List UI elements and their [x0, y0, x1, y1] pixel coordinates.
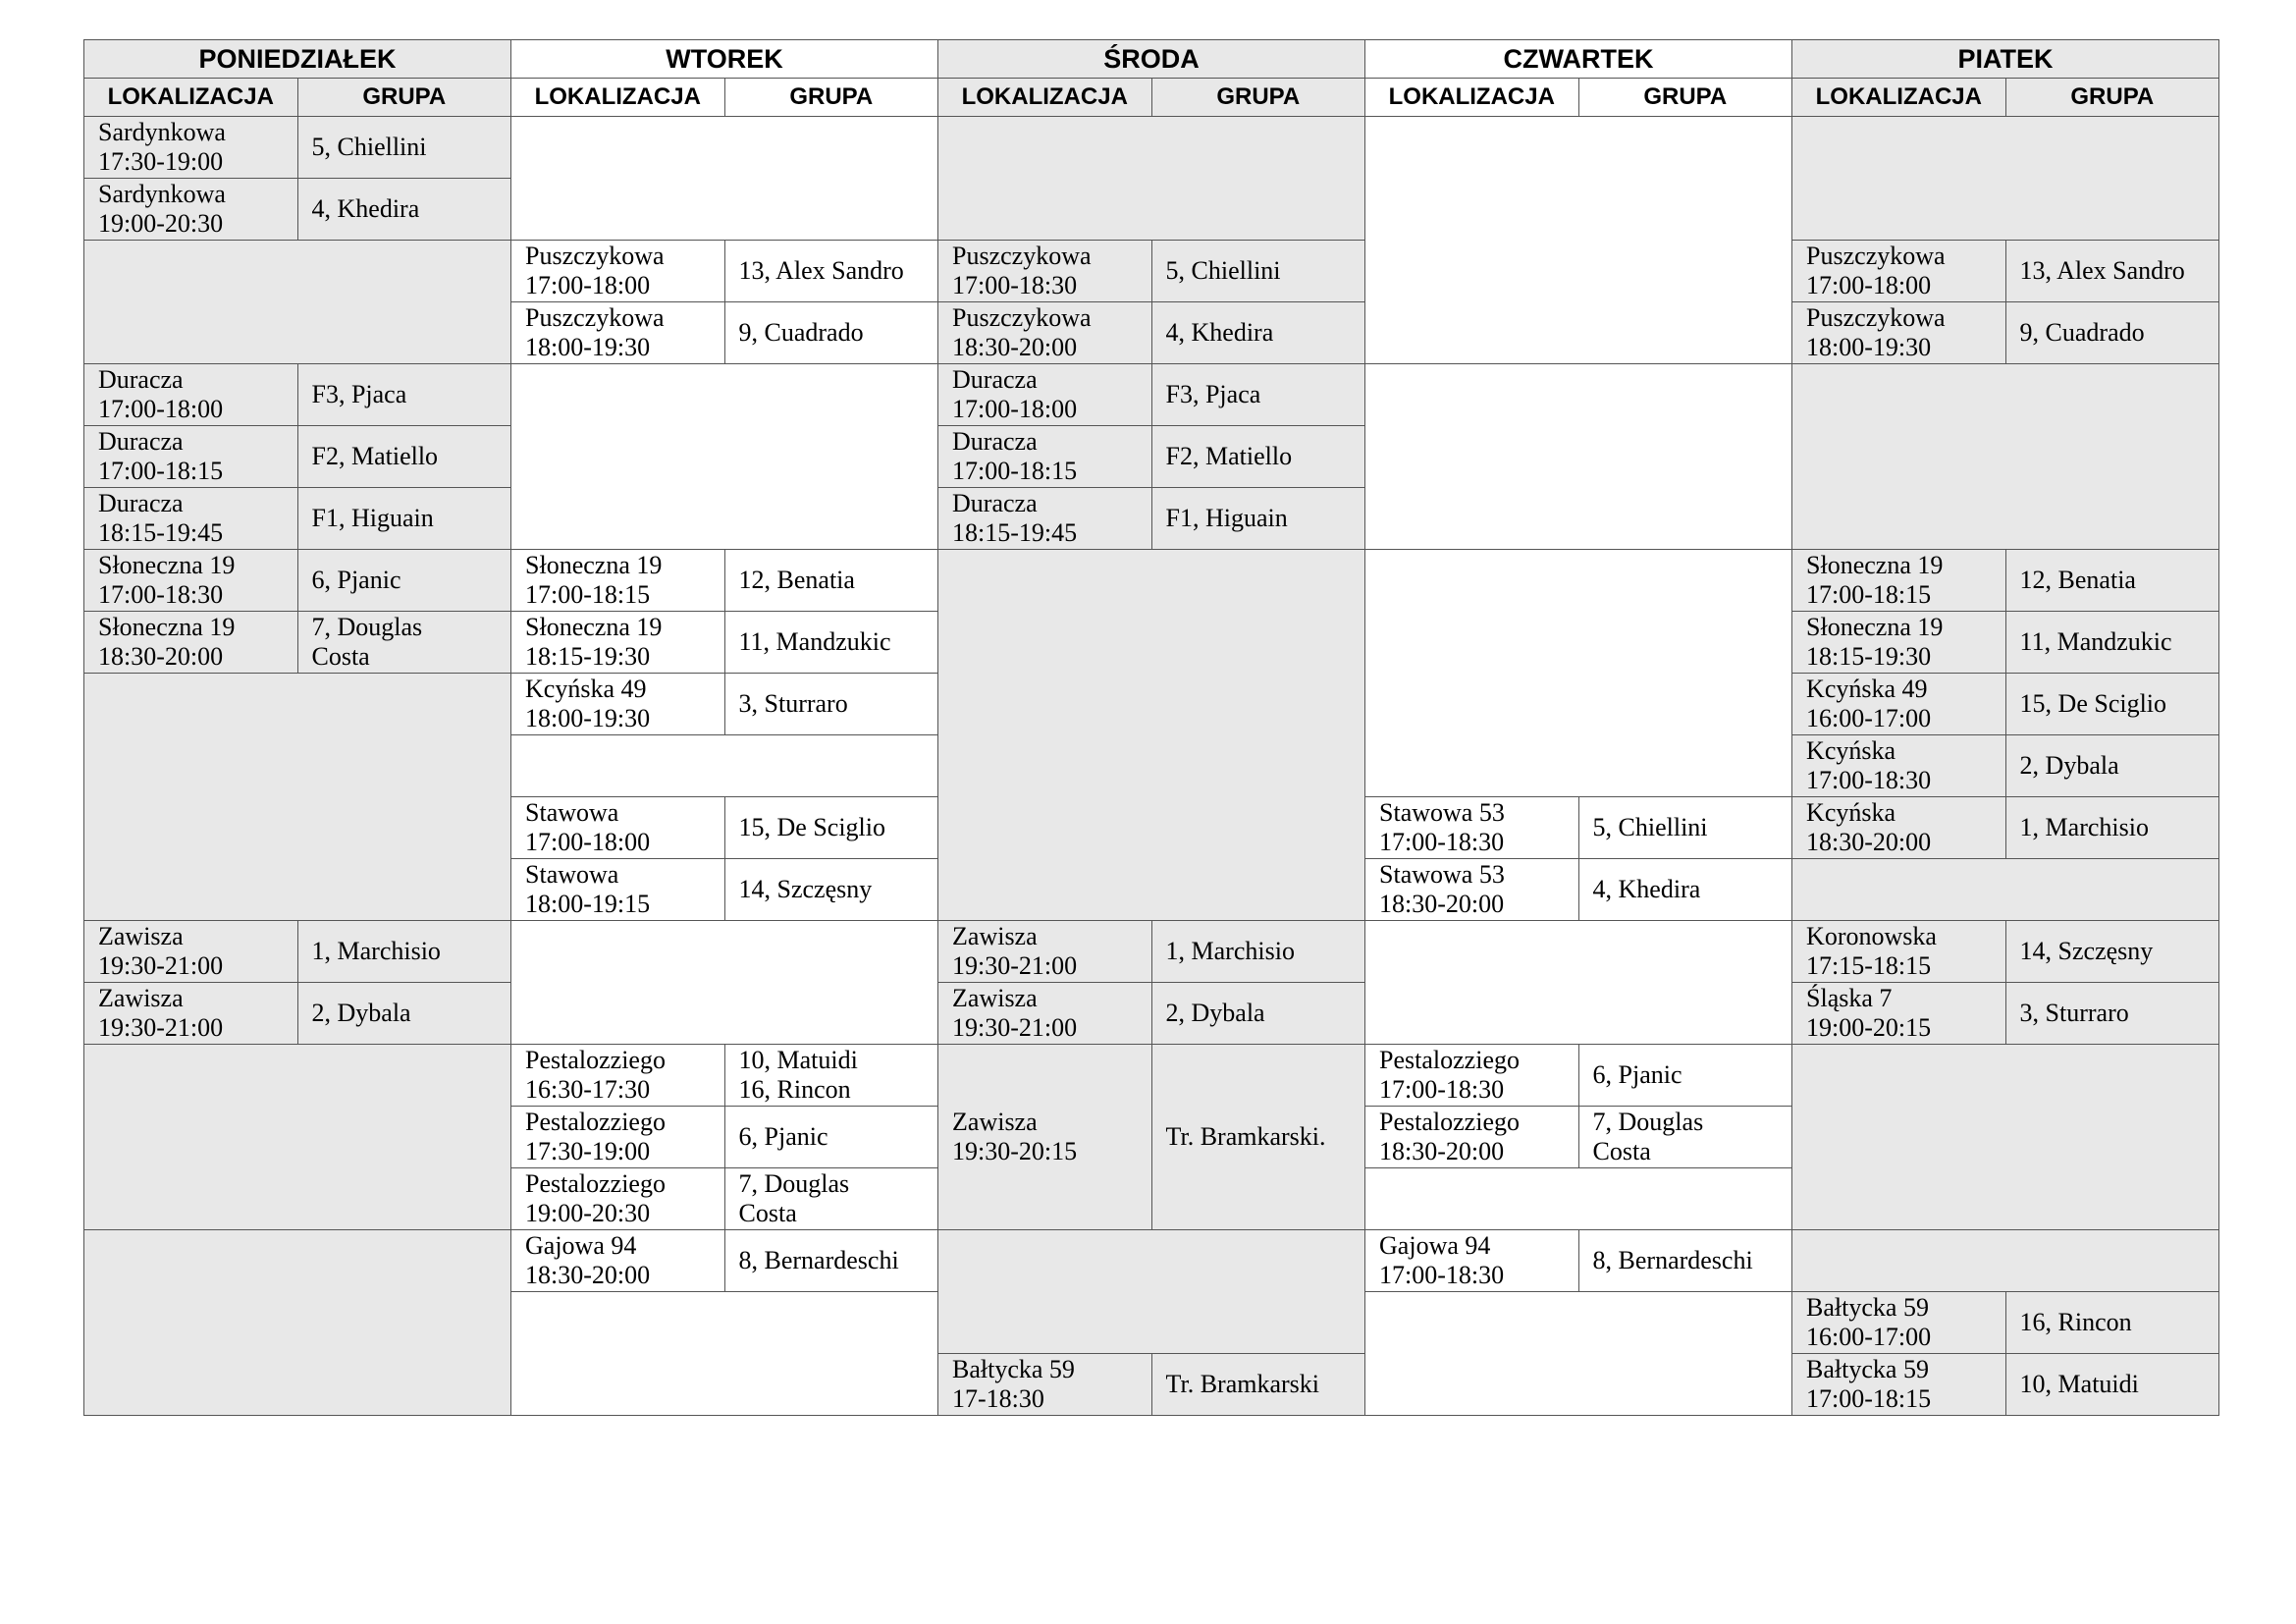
group-cell-friday	[2005, 797, 2219, 859]
group-cell-wednesday	[1151, 241, 1365, 302]
cell-text-line: Puszczykowa	[525, 303, 665, 332]
cell-text-line: 19:30-21:00	[952, 951, 1078, 980]
location-cell-wednesday	[938, 1354, 1152, 1416]
cell-text-line: 17:00-18:30	[1379, 1261, 1505, 1289]
group-cell-friday	[2005, 241, 2219, 302]
schedule-table	[83, 39, 2219, 1416]
empty-slot-monday	[84, 1230, 511, 1416]
schedule-row	[84, 1230, 2219, 1292]
location-cell-wednesday	[938, 426, 1152, 488]
location-cell-monday	[84, 488, 298, 550]
schedule-row	[84, 117, 2219, 179]
cell-text-line: 10, Matuidi	[738, 1046, 858, 1074]
cell-text-line: 2, Dybala	[2019, 751, 2119, 780]
cell-text-line: Puszczykowa	[525, 242, 665, 270]
column-header-group-friday: GRUPA	[2005, 79, 2219, 117]
cell-text-line: Duracza	[952, 489, 1038, 517]
group-cell-wednesday	[1151, 1354, 1365, 1416]
column-header-group-wednesday: GRUPA	[1151, 79, 1365, 117]
cell-text-line: Pestalozziego	[1379, 1108, 1520, 1136]
empty-slot-thursday	[1365, 1168, 1792, 1230]
group-cell-tuesday	[724, 859, 938, 921]
location-cell-monday	[84, 983, 298, 1045]
location-cell-friday	[1792, 735, 2006, 797]
cell-text-line: 17:00-18:15	[1806, 580, 1932, 609]
day-header-thursday: CZWARTEK	[1365, 40, 1792, 79]
cell-text-line: Stawowa 53	[1379, 798, 1505, 827]
location-cell-tuesday	[511, 550, 725, 612]
cell-text-line: Duracza	[952, 427, 1038, 456]
cell-text-line: 19:00-20:30	[98, 209, 224, 238]
location-cell-monday	[84, 179, 298, 241]
cell-text-line: 17:00-18:30	[1379, 1075, 1505, 1104]
cell-text-line: 17:00-18:30	[98, 580, 224, 609]
cell-text-line: Bałtycka 59	[1806, 1293, 1929, 1322]
empty-slot-wednesday	[938, 1230, 1365, 1354]
group-cell-thursday	[1578, 797, 1792, 859]
empty-slot-tuesday	[511, 1292, 938, 1416]
group-cell-thursday	[1578, 1045, 1792, 1107]
cell-text-line: 17:00-18:15	[525, 580, 651, 609]
empty-slot-friday	[1792, 117, 2219, 241]
cell-text-line: 6, Pjanic	[311, 566, 401, 594]
group-cell-monday	[297, 488, 511, 550]
cell-text-line: 6, Pjanic	[1592, 1060, 1682, 1089]
day-header-monday: PONIEDZIAŁEK	[84, 40, 511, 79]
group-cell-monday	[297, 117, 511, 179]
location-cell-wednesday	[938, 241, 1152, 302]
group-cell-friday	[2005, 921, 2219, 983]
cell-text-line: Duracza	[98, 489, 184, 517]
group-cell-tuesday	[724, 797, 938, 859]
empty-slot-friday	[1792, 1230, 2219, 1292]
cell-text-line: 17:15-18:15	[1806, 951, 1932, 980]
cell-text-line: 4, Khedira	[1592, 875, 1701, 903]
cell-text-line: 14, Szczęsny	[2019, 937, 2154, 965]
location-cell-monday	[84, 921, 298, 983]
group-cell-wednesday	[1151, 921, 1365, 983]
cell-text-line: 16, Rincon	[738, 1075, 851, 1104]
location-cell-tuesday	[511, 1045, 725, 1107]
cell-text-line: Costa	[738, 1199, 797, 1227]
cell-text-line: 8, Bernardeschi	[738, 1246, 899, 1274]
empty-slot-monday	[84, 674, 511, 921]
schedule-body	[84, 40, 2219, 1416]
cell-text-line: 18:00-19:30	[525, 333, 651, 361]
cell-text-line: 2, Dybala	[1165, 999, 1265, 1027]
cell-text-line: F1, Higuain	[1165, 504, 1288, 532]
cell-text-line: Stawowa 53	[1379, 860, 1505, 889]
location-cell-thursday	[1365, 1045, 1579, 1107]
cell-text-line: Puszczykowa	[952, 242, 1092, 270]
column-header-location-wednesday: LOKALIZACJA	[938, 79, 1152, 117]
group-cell-friday	[2005, 735, 2219, 797]
cell-text-line: 17:30-19:00	[525, 1137, 651, 1165]
column-header-group-tuesday: GRUPA	[724, 79, 938, 117]
group-cell-wednesday	[1151, 488, 1365, 550]
group-cell-monday	[297, 612, 511, 674]
group-cell-monday	[297, 426, 511, 488]
empty-slot-monday	[84, 1045, 511, 1230]
cell-text-line: 11, Mandzukic	[738, 627, 891, 656]
group-cell-thursday	[1578, 1230, 1792, 1292]
group-cell-wednesday	[1151, 983, 1365, 1045]
cell-text-line: F2, Matiello	[1165, 442, 1293, 470]
cell-text-line: 1, Marchisio	[1165, 937, 1295, 965]
cell-text-line: 18:15-19:45	[952, 518, 1078, 547]
empty-slot-wednesday	[938, 550, 1365, 921]
cell-text-line: Kcyńska	[1806, 798, 1896, 827]
cell-text-line: 6, Pjanic	[738, 1122, 828, 1151]
location-cell-monday	[84, 117, 298, 179]
cell-text-line: Pestalozziego	[525, 1046, 666, 1074]
cell-text-line: Kcyńska	[1806, 736, 1896, 765]
location-cell-wednesday	[938, 1045, 1152, 1230]
day-header-tuesday: WTOREK	[511, 40, 938, 79]
cell-text-line: Kcyńska 49	[525, 675, 647, 703]
location-cell-thursday	[1365, 1107, 1579, 1168]
location-cell-thursday	[1365, 1230, 1579, 1292]
location-cell-wednesday	[938, 488, 1152, 550]
cell-text-line: 18:00-19:30	[1806, 333, 1932, 361]
cell-text-line: 15, De Sciglio	[2019, 689, 2167, 718]
cell-text-line: Puszczykowa	[1806, 242, 1946, 270]
cell-text-line: Słoneczna 19	[1806, 551, 1944, 579]
cell-text-line: Kcyńska 49	[1806, 675, 1928, 703]
cell-text-line: 18:30-20:00	[525, 1261, 651, 1289]
group-cell-friday	[2005, 1292, 2219, 1354]
cell-text-line: 18:15-19:30	[1806, 642, 1932, 671]
cell-text-line: Stawowa	[525, 798, 619, 827]
location-cell-tuesday	[511, 797, 725, 859]
group-cell-monday	[297, 921, 511, 983]
location-cell-tuesday	[511, 859, 725, 921]
cell-text-line: 16:30-17:30	[525, 1075, 651, 1104]
empty-slot-monday	[84, 241, 511, 364]
cell-text-line: 17:00-18:30	[1806, 766, 1932, 794]
empty-slot-wednesday	[938, 117, 1365, 241]
cell-text-line: F1, Higuain	[311, 504, 434, 532]
cell-text-line: 15, De Sciglio	[738, 813, 886, 841]
column-header-location-monday: LOKALIZACJA	[84, 79, 298, 117]
column-header-group-monday: GRUPA	[297, 79, 511, 117]
cell-text-line: 19:00-20:30	[525, 1199, 651, 1227]
schedule-row	[84, 921, 2219, 983]
cell-text-line: 8, Bernardeschi	[1592, 1246, 1753, 1274]
cell-text-line: Słoneczna 19	[525, 613, 663, 641]
group-cell-tuesday	[724, 550, 938, 612]
cell-text-line: 17:00-18:00	[98, 395, 224, 423]
cell-text-line: 18:15-19:30	[525, 642, 651, 671]
location-cell-wednesday	[938, 302, 1152, 364]
group-cell-wednesday	[1151, 364, 1365, 426]
cell-text-line: Słoneczna 19	[98, 551, 236, 579]
cell-text-line: Duracza	[952, 365, 1038, 394]
cell-text-line: 17:30-19:00	[98, 147, 224, 176]
cell-text-line: Słoneczna 19	[1806, 613, 1944, 641]
cell-text-line: Costa	[311, 642, 370, 671]
location-cell-thursday	[1365, 859, 1579, 921]
cell-text-line: 17:00-18:30	[952, 271, 1078, 299]
location-cell-friday	[1792, 302, 2006, 364]
cell-text-line: Gajowa 94	[1379, 1231, 1491, 1260]
location-cell-wednesday	[938, 921, 1152, 983]
group-cell-wednesday	[1151, 426, 1365, 488]
cell-text-line: 19:30-21:00	[952, 1013, 1078, 1042]
cell-text-line: 17:00-18:00	[1806, 271, 1932, 299]
location-cell-monday	[84, 550, 298, 612]
cell-text-line: 7, Douglas	[311, 613, 423, 641]
cell-text-line: 9, Cuadrado	[738, 318, 864, 347]
cell-text-line: 16:00-17:00	[1806, 1323, 1932, 1351]
location-cell-friday	[1792, 921, 2006, 983]
cell-text-line: 17:00-18:15	[1806, 1384, 1932, 1413]
cell-text-line: Zawisza	[952, 984, 1038, 1012]
cell-text-line: Zawisza	[952, 1108, 1038, 1136]
location-cell-tuesday	[511, 302, 725, 364]
cell-text-line: Sardynkowa	[98, 180, 226, 208]
group-cell-friday	[2005, 612, 2219, 674]
cell-text-line: 18:00-19:30	[525, 704, 651, 732]
cell-text-line: 16, Rincon	[2019, 1308, 2132, 1336]
cell-text-line: 17:00-18:00	[525, 828, 651, 856]
cell-text-line: 4, Khedira	[1165, 318, 1274, 347]
cell-text-line: 3, Sturraro	[2019, 999, 2129, 1027]
group-cell-tuesday	[724, 302, 938, 364]
column-header-group-thursday: GRUPA	[1578, 79, 1792, 117]
cell-text-line: Stawowa	[525, 860, 619, 889]
group-cell-wednesday	[1151, 302, 1365, 364]
group-cell-monday	[297, 179, 511, 241]
empty-slot-tuesday	[511, 735, 938, 797]
empty-slot-tuesday	[511, 921, 938, 1045]
cell-text-line: 16:00-17:00	[1806, 704, 1932, 732]
schedule-row	[84, 364, 2219, 426]
schedule-row	[84, 550, 2219, 612]
cell-text-line: Duracza	[98, 365, 184, 394]
group-cell-friday	[2005, 983, 2219, 1045]
cell-text-line: Zawisza	[952, 922, 1038, 950]
empty-slot-thursday	[1365, 117, 1792, 364]
cell-text-line: 17:00-18:15	[98, 457, 224, 485]
cell-text-line: 18:30-20:00	[952, 333, 1078, 361]
cell-text-line: 19:30-21:00	[98, 951, 224, 980]
cell-text-line: 17:00-18:00	[952, 395, 1078, 423]
cell-text-line: Pestalozziego	[525, 1108, 666, 1136]
empty-slot-friday	[1792, 364, 2219, 550]
cell-text-line: 19:30-20:15	[952, 1137, 1078, 1165]
cell-text-line: Śląska 7	[1806, 984, 1893, 1012]
cell-text-line: Costa	[1592, 1137, 1651, 1165]
location-cell-friday	[1792, 674, 2006, 735]
cell-text-line: 17-18:30	[952, 1384, 1044, 1413]
cell-text-line: 12, Benatia	[2019, 566, 2136, 594]
group-cell-tuesday	[724, 1230, 938, 1292]
cell-text-line: 18:00-19:15	[525, 890, 651, 918]
empty-slot-friday	[1792, 859, 2219, 921]
cell-text-line: 1, Marchisio	[311, 937, 441, 965]
location-cell-tuesday	[511, 241, 725, 302]
location-cell-friday	[1792, 1292, 2006, 1354]
empty-slot-tuesday	[511, 364, 938, 550]
cell-text-line: Słoneczna 19	[98, 613, 236, 641]
empty-slot-thursday	[1365, 550, 1792, 797]
group-cell-tuesday	[724, 1168, 938, 1230]
group-cell-friday	[2005, 674, 2219, 735]
cell-text-line: 5, Chiellini	[311, 133, 427, 161]
cell-text-line: 18:30-20:00	[1806, 828, 1932, 856]
empty-slot-tuesday	[511, 117, 938, 241]
cell-text-line: 14, Szczęsny	[738, 875, 873, 903]
group-cell-tuesday	[724, 612, 938, 674]
location-cell-tuesday	[511, 1107, 725, 1168]
cell-text-line: 18:15-19:45	[98, 518, 224, 547]
cell-text-line: 18:30-20:00	[1379, 1137, 1505, 1165]
cell-text-line: Zawisza	[98, 984, 184, 1012]
cell-text-line: 5, Chiellini	[1592, 813, 1708, 841]
cell-text-line: 10, Matuidi	[2019, 1370, 2139, 1398]
cell-text-line: Sardynkowa	[98, 118, 226, 146]
cell-text-line: Gajowa 94	[525, 1231, 637, 1260]
cell-text-line: 19:00-20:15	[1806, 1013, 1932, 1042]
cell-text-line: Pestalozziego	[1379, 1046, 1520, 1074]
cell-text-line: Bałtycka 59	[1806, 1355, 1929, 1383]
location-cell-tuesday	[511, 674, 725, 735]
cell-text-line: Duracza	[98, 427, 184, 456]
cell-text-line: 13, Alex Sandro	[2019, 256, 2185, 285]
group-cell-tuesday	[724, 241, 938, 302]
cell-text-line: Puszczykowa	[1806, 303, 1946, 332]
cell-text-line: F3, Pjaca	[1165, 380, 1261, 408]
cell-text-line: 13, Alex Sandro	[738, 256, 904, 285]
empty-slot-friday	[1792, 1045, 2219, 1230]
location-cell-tuesday	[511, 1168, 725, 1230]
location-cell-monday	[84, 426, 298, 488]
location-cell-friday	[1792, 550, 2006, 612]
column-header-location-thursday: LOKALIZACJA	[1365, 79, 1579, 117]
cell-text-line: Tr. Bramkarski	[1165, 1370, 1320, 1398]
group-cell-thursday	[1578, 859, 1792, 921]
schedule-row	[84, 241, 2219, 302]
location-cell-tuesday	[511, 1230, 725, 1292]
location-cell-wednesday	[938, 364, 1152, 426]
group-cell-tuesday	[724, 1045, 938, 1107]
cell-text-line: 9, Cuadrado	[2019, 318, 2145, 347]
location-cell-wednesday	[938, 983, 1152, 1045]
cell-text-line: Słoneczna 19	[525, 551, 663, 579]
cell-text-line: Tr. Bramkarski.	[1165, 1122, 1326, 1151]
cell-text-line: 4, Khedira	[311, 194, 420, 223]
cell-text-line: 17:00-18:00	[525, 271, 651, 299]
day-header-wednesday: ŚRODA	[938, 40, 1365, 79]
cell-text-line: 11, Mandzukic	[2019, 627, 2172, 656]
group-cell-monday	[297, 364, 511, 426]
day-header-friday: PIATEK	[1792, 40, 2219, 79]
group-cell-monday	[297, 550, 511, 612]
cell-text-line: Koronowska	[1806, 922, 1937, 950]
cell-text-line: 18:30-20:00	[1379, 890, 1505, 918]
group-cell-tuesday	[724, 1107, 938, 1168]
cell-text-line: 3, Sturraro	[738, 689, 848, 718]
group-cell-wednesday	[1151, 1045, 1365, 1230]
group-cell-friday	[2005, 1354, 2219, 1416]
location-cell-thursday	[1365, 797, 1579, 859]
group-cell-monday	[297, 983, 511, 1045]
cell-text-line: F3, Pjaca	[311, 380, 407, 408]
location-cell-friday	[1792, 1354, 2006, 1416]
empty-slot-thursday	[1365, 921, 1792, 1045]
cell-text-line: Pestalozziego	[525, 1169, 666, 1198]
group-cell-tuesday	[724, 674, 938, 735]
schedule-row	[84, 1045, 2219, 1107]
cell-text-line: Bałtycka 59	[952, 1355, 1075, 1383]
cell-text-line: F2, Matiello	[311, 442, 439, 470]
cell-text-line: 12, Benatia	[738, 566, 855, 594]
cell-text-line: Puszczykowa	[952, 303, 1092, 332]
column-header-location-friday: LOKALIZACJA	[1792, 79, 2006, 117]
location-cell-friday	[1792, 797, 2006, 859]
group-cell-friday	[2005, 302, 2219, 364]
location-cell-monday	[84, 612, 298, 674]
cell-text-line: 7, Douglas	[1592, 1108, 1704, 1136]
cell-text-line: Zawisza	[98, 922, 184, 950]
schedule-row	[84, 983, 2219, 1045]
cell-text-line: 7, Douglas	[738, 1169, 850, 1198]
cell-text-line: 19:30-21:00	[98, 1013, 224, 1042]
location-cell-monday	[84, 364, 298, 426]
cell-text-line: 17:00-18:15	[952, 457, 1078, 485]
empty-slot-thursday	[1365, 1292, 1792, 1416]
cell-text-line: 1, Marchisio	[2019, 813, 2149, 841]
location-cell-friday	[1792, 612, 2006, 674]
group-cell-friday	[2005, 550, 2219, 612]
location-cell-friday	[1792, 241, 2006, 302]
column-header-location-tuesday: LOKALIZACJA	[511, 79, 725, 117]
cell-text-line: 18:30-20:00	[98, 642, 224, 671]
cell-text-line: 2, Dybala	[311, 999, 411, 1027]
location-cell-friday	[1792, 983, 2006, 1045]
group-cell-thursday	[1578, 1107, 1792, 1168]
empty-slot-thursday	[1365, 364, 1792, 550]
location-cell-tuesday	[511, 612, 725, 674]
cell-text-line: 5, Chiellini	[1165, 256, 1281, 285]
cell-text-line: 17:00-18:30	[1379, 828, 1505, 856]
